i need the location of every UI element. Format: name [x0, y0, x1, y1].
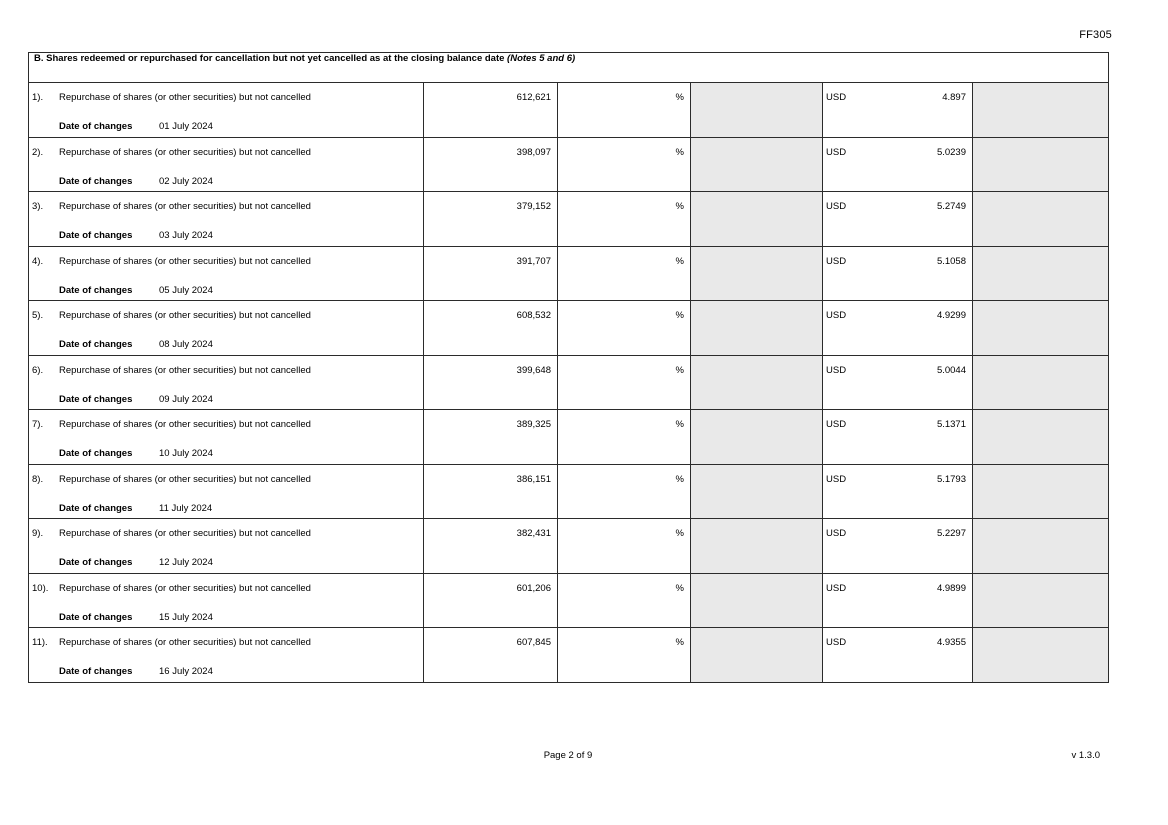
grey-cell-2	[973, 573, 1109, 628]
repurchase-line	[29, 637, 423, 649]
price-cell	[823, 301, 973, 356]
price-value: 5.0044	[936, 364, 966, 376]
repurchase-line	[29, 256, 423, 268]
date-of-changes-label: Date of changes	[59, 175, 133, 187]
row-label: Repurchase of shares (or other securities) but not cancelled	[59, 92, 311, 103]
percent-cell: %	[558, 192, 691, 247]
date-of-changes-label: Date of changes	[59, 611, 133, 623]
row-number: 8).	[32, 473, 44, 485]
row-label: Repurchase of shares (or other securities) but not cancelled	[59, 582, 311, 594]
currency-label: USD	[826, 364, 847, 376]
currency-label: USD	[826, 146, 847, 158]
percent-cell: %	[558, 573, 691, 628]
row-label: Repurchase of shares (or other securities) but not cancelled	[59, 146, 311, 158]
date-value: 11 July 2024	[159, 502, 213, 514]
row-number: 1).	[32, 92, 44, 103]
grey-cell-1	[691, 246, 823, 301]
percent-cell: %	[558, 137, 691, 192]
price-cell	[823, 355, 973, 410]
table-row	[29, 137, 1109, 192]
grey-cell-2	[973, 410, 1109, 465]
currency-label: USD	[826, 528, 847, 539]
date-value: 01 July 2024	[159, 121, 213, 132]
row-label: Repurchase of shares (or other securities) but not cancelled	[59, 528, 311, 539]
description-cell	[29, 464, 424, 519]
grey-cell-2	[973, 83, 1109, 138]
date-value: 05 July 2024	[159, 284, 213, 296]
date-line	[59, 557, 423, 569]
repurchase-line	[29, 310, 423, 322]
shares-count-cell: 389,325	[424, 410, 558, 465]
grey-cell-2	[973, 519, 1109, 574]
table-row	[29, 83, 1109, 138]
grey-cell-1	[691, 83, 823, 138]
row-label: Repurchase of shares (or other securities) but not cancelled	[59, 419, 311, 430]
date-value: 10 July 2024	[159, 448, 213, 459]
page-indicator: Page 2 of 9	[543, 750, 593, 761]
usd-price-line	[823, 419, 972, 431]
percent-cell: %	[558, 410, 691, 465]
shares-count-cell: 601,206	[424, 573, 558, 628]
usd-price-line	[823, 147, 972, 159]
currency-label: USD	[826, 582, 847, 594]
row-label: Repurchase of shares (or other securities) but not cancelled	[59, 255, 311, 267]
date-value: 08 July 2024	[159, 339, 213, 350]
table-title-notes: (Notes 5 and 6)	[507, 53, 576, 64]
grey-cell-2	[973, 355, 1109, 410]
date-of-changes-label: Date of changes	[59, 666, 133, 677]
shares-count-cell: 382,431	[424, 519, 558, 574]
price-cell	[823, 192, 973, 247]
repurchase-line	[29, 419, 423, 431]
grey-cell-1	[691, 355, 823, 410]
repurchase-line	[29, 528, 423, 540]
row-number: 3).	[32, 201, 44, 212]
usd-price-line	[823, 583, 972, 595]
usd-price-line	[823, 256, 972, 268]
shares-count-cell: 612,621	[424, 83, 558, 138]
row-number: 2).	[32, 146, 44, 158]
grey-cell-2	[973, 464, 1109, 519]
grey-cell-2	[973, 246, 1109, 301]
description-cell	[29, 301, 424, 356]
date-of-changes-label: Date of changes	[59, 339, 133, 350]
repurchase-line	[29, 583, 423, 595]
repurchase-line	[29, 201, 423, 213]
grey-cell-1	[691, 137, 823, 192]
shares-table	[28, 52, 1109, 683]
description-cell	[29, 573, 424, 628]
price-value: 4.9355	[936, 637, 966, 648]
grey-cell-1	[691, 519, 823, 574]
price-value: 5.1371	[936, 419, 966, 430]
price-value: 4.9899	[936, 582, 966, 594]
description-cell	[29, 192, 424, 247]
date-line	[59, 339, 423, 351]
table-row	[29, 464, 1109, 519]
shares-count-cell: 608,532	[424, 301, 558, 356]
row-label: Repurchase of shares (or other securities) but not cancelled	[59, 473, 311, 485]
usd-price-line	[823, 637, 972, 649]
price-cell	[823, 137, 973, 192]
grey-cell-2	[973, 301, 1109, 356]
currency-label: USD	[826, 310, 847, 321]
percent-cell: %	[558, 301, 691, 356]
date-line	[59, 394, 423, 406]
date-of-changes-label: Date of changes	[59, 284, 133, 296]
price-cell	[823, 464, 973, 519]
date-value: 03 July 2024	[159, 230, 213, 241]
date-line	[59, 230, 423, 242]
row-label: Repurchase of shares (or other securities) but not cancelled	[59, 310, 311, 321]
grey-cell-2	[973, 192, 1109, 247]
price-value: 5.0239	[936, 146, 966, 158]
date-of-changes-label: Date of changes	[59, 393, 133, 405]
repurchase-line	[29, 365, 423, 377]
date-line	[59, 612, 423, 624]
date-of-changes-label: Date of changes	[59, 448, 133, 459]
table-row	[29, 301, 1109, 356]
table-row	[29, 519, 1109, 574]
date-value: 12 July 2024	[159, 557, 213, 568]
date-line	[59, 503, 423, 515]
usd-price-line	[823, 474, 972, 486]
percent-cell: %	[558, 519, 691, 574]
grey-cell-1	[691, 192, 823, 247]
shares-count-cell: 399,648	[424, 355, 558, 410]
row-number: 4).	[32, 255, 44, 267]
date-line	[59, 448, 423, 460]
table-title	[29, 53, 1109, 83]
table-title-row	[29, 53, 1109, 83]
row-label: Repurchase of shares (or other securities) but not cancelled	[59, 201, 311, 212]
row-number: 11).	[32, 637, 48, 648]
table-row	[29, 355, 1109, 410]
price-cell	[823, 246, 973, 301]
description-cell	[29, 83, 424, 138]
version-label: v 1.3.0	[1071, 750, 1100, 761]
grey-cell-1	[691, 301, 823, 356]
date-value: 02 July 2024	[159, 175, 213, 187]
currency-label: USD	[826, 637, 847, 648]
date-of-changes-label: Date of changes	[59, 557, 133, 568]
grey-cell-2	[973, 628, 1109, 683]
date-line	[59, 666, 423, 678]
date-of-changes-label: Date of changes	[59, 502, 133, 514]
price-value: 5.2749	[936, 201, 966, 212]
description-cell	[29, 246, 424, 301]
table-title-main: B. Shares redeemed or repurchased for cancellation but not yet cancelled as at the closing balance date	[34, 53, 508, 64]
row-number: 5).	[32, 310, 44, 321]
shares-count-cell: 607,845	[424, 628, 558, 683]
currency-label: USD	[826, 201, 847, 212]
repurchase-line	[29, 147, 423, 159]
description-cell	[29, 355, 424, 410]
shares-count-cell: 391,707	[424, 246, 558, 301]
currency-label: USD	[826, 419, 847, 430]
price-value: 5.1058	[936, 255, 966, 267]
description-cell	[29, 628, 424, 683]
table-row	[29, 192, 1109, 247]
shares-count-cell: 398,097	[424, 137, 558, 192]
table-row	[29, 410, 1109, 465]
row-number: 6).	[32, 364, 44, 376]
date-of-changes-label: Date of changes	[59, 230, 133, 241]
usd-price-line	[823, 92, 972, 104]
repurchase-line	[29, 92, 423, 104]
form-code-label: FF305	[1079, 29, 1112, 41]
percent-cell: %	[558, 83, 691, 138]
row-number: 10).	[32, 582, 49, 594]
currency-label: USD	[826, 473, 847, 485]
table-row	[29, 246, 1109, 301]
shares-count-cell: 379,152	[424, 192, 558, 247]
percent-cell: %	[558, 464, 691, 519]
date-value: 09 July 2024	[159, 393, 213, 405]
price-cell	[823, 519, 973, 574]
usd-price-line	[823, 201, 972, 213]
price-value: 4.9299	[936, 310, 966, 321]
percent-cell: %	[558, 628, 691, 683]
usd-price-line	[823, 365, 972, 377]
grey-cell-2	[973, 137, 1109, 192]
shares-count-cell: 386,151	[424, 464, 558, 519]
price-cell	[823, 410, 973, 465]
price-cell	[823, 628, 973, 683]
price-value: 5.1793	[936, 473, 966, 485]
row-number: 7).	[32, 419, 44, 430]
description-cell	[29, 410, 424, 465]
table-row	[29, 573, 1109, 628]
row-label: Repurchase of shares (or other securities) but not cancelled	[59, 364, 311, 376]
table-row	[29, 628, 1109, 683]
usd-price-line	[823, 528, 972, 540]
date-line	[59, 176, 423, 188]
repurchase-line	[29, 474, 423, 486]
row-number: 9).	[32, 528, 44, 539]
percent-cell: %	[558, 246, 691, 301]
description-cell	[29, 137, 424, 192]
date-line	[59, 121, 423, 133]
price-cell	[823, 573, 973, 628]
date-value: 15 July 2024	[159, 611, 213, 623]
percent-cell: %	[558, 355, 691, 410]
currency-label: USD	[826, 92, 847, 103]
date-value: 16 July 2024	[159, 666, 213, 677]
date-of-changes-label: Date of changes	[59, 121, 133, 132]
grey-cell-1	[691, 410, 823, 465]
row-label: Repurchase of shares (or other securities) but not cancelled	[59, 637, 311, 648]
grey-cell-1	[691, 573, 823, 628]
price-value: 5.2297	[936, 528, 966, 539]
price-cell	[823, 83, 973, 138]
price-value: 4.897	[942, 92, 966, 103]
grey-cell-1	[691, 464, 823, 519]
date-line	[59, 285, 423, 297]
usd-price-line	[823, 310, 972, 322]
grey-cell-1	[691, 628, 823, 683]
description-cell	[29, 519, 424, 574]
currency-label: USD	[826, 255, 847, 267]
